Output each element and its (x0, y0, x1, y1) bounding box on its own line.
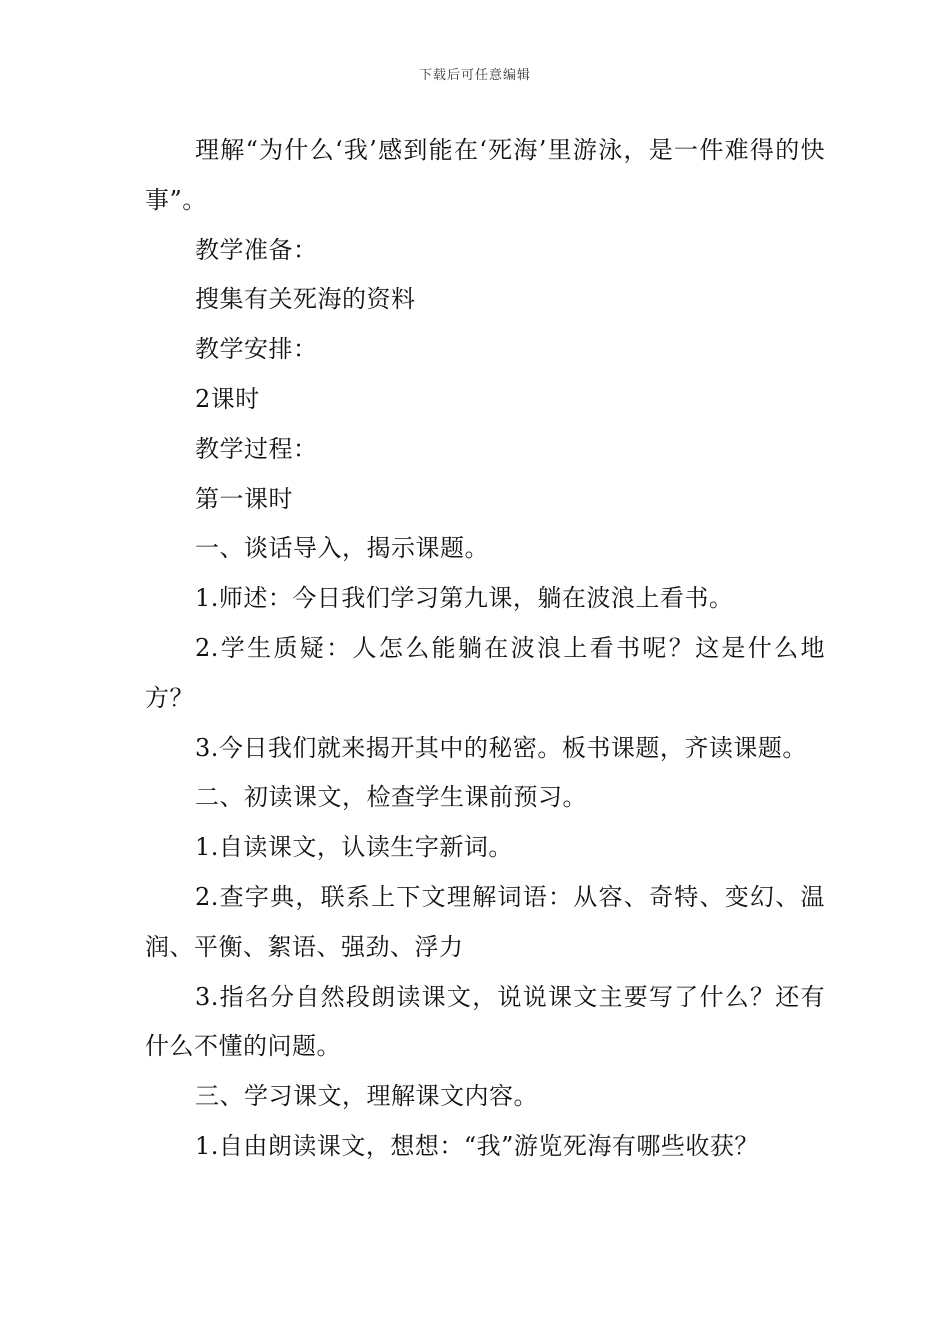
section-heading: 教学准备： (195, 235, 318, 264)
list-item: 3.指名分自然段朗读课文，说说课文主要写了什么？还有什么不懂的问题。 (145, 982, 825, 1061)
list-item: 1.自读课文，认读生字新词。 (195, 833, 513, 862)
section-heading: 三、学习课文，理解课文内容。 (195, 1082, 538, 1111)
section-heading: 教学过程： (195, 434, 318, 463)
section-heading: 一、谈话导入，揭示课题。 (195, 534, 489, 563)
list-item: 2.查字典，联系上下文理解词语：从容、奇特、变幻、温润、平衡、絮语、强劲、浮力 (145, 882, 825, 961)
paragraph: 搜集有关死海的资料 (195, 285, 416, 314)
document-body (145, 126, 825, 1172)
list-item: 3.今日我们就来揭开其中的秘密。板书课题，齐读课题。 (195, 733, 807, 762)
list-item: 1.师述：今日我们学习第九课，躺在波浪上看书。 (195, 584, 734, 613)
list-item: 1.自由朗读课文，想想：“我”游览死海有哪些收获？ (195, 1131, 759, 1160)
list-item: 2.学生质疑：人怎么能躺在波浪上看书呢？这是什么地方？ (145, 633, 825, 712)
paragraph: 2课时 (195, 384, 260, 413)
paragraph: 理解“为什么‘我’感到能在‘死海’里游泳，是一件难得的快事”。 (145, 136, 825, 214)
page-header-note: 下载后可任意编辑 (418, 68, 531, 83)
section-heading: 教学安排： (195, 335, 318, 364)
paragraph: 第一课时 (195, 484, 293, 513)
section-heading: 二、初读课文，检查学生课前预习。 (195, 783, 587, 812)
